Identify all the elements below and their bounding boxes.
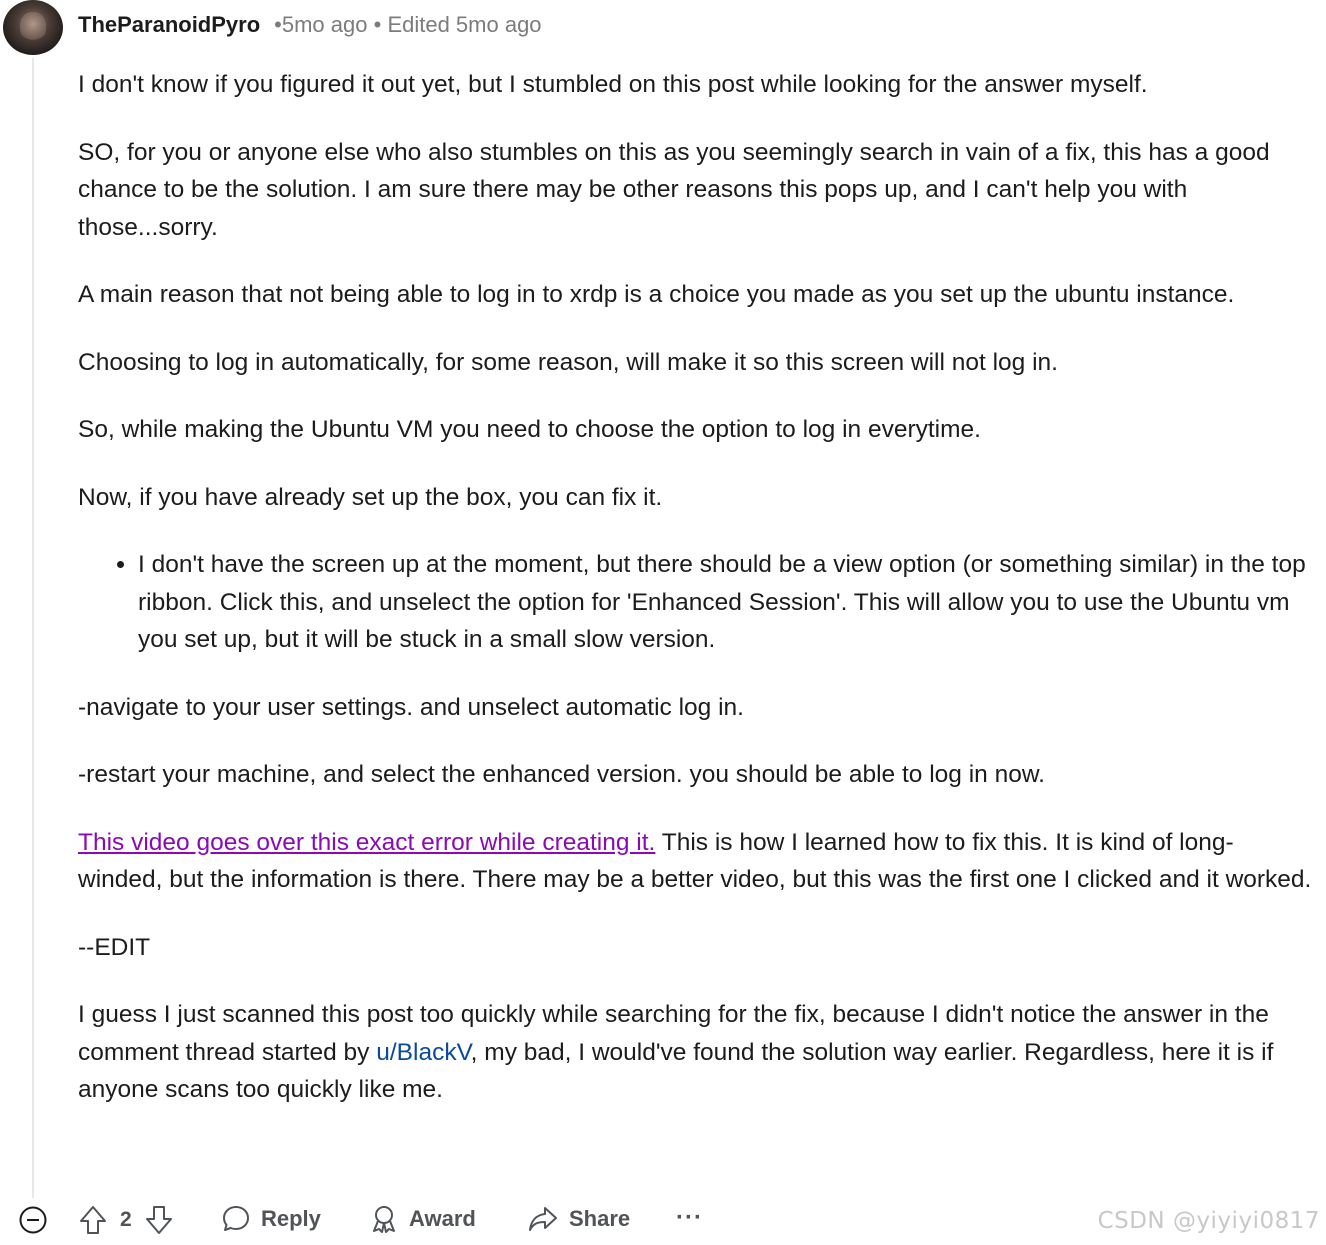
video-link[interactable]: This video goes over this exact error while creating it. [78,828,656,856]
reply-button[interactable] [221,1204,321,1234]
upvote-arrow-icon[interactable] [78,1204,108,1236]
comment-header [78,10,542,40]
paragraph: SO, for you or anyone else who also stumbles on this as you seemingly search in vain of a fix, this has a good chance to be the solution. I am sure there may be other reasons this pops up, and I can't help you with those...sorry. [78,138,1270,241]
award-button[interactable] [369,1204,476,1234]
share-arrow-icon [527,1204,559,1234]
reply-label: Reply [261,1206,321,1231]
share-label: Share [569,1206,631,1231]
more-options-button[interactable]: ··· [676,1204,703,1231]
paragraph: -navigate to your user settings. and unselect automatic log in. [78,693,744,721]
collapse-minus-icon[interactable] [19,1206,47,1234]
comment-body [78,66,1314,1139]
paragraph [78,824,1314,899]
meta-separator [367,12,387,38]
list-item: • I don't have the screen up at the moment, but there should be a view option (or something similar) in the top ribbon. Click this, and unselect the option for 'Enhanced Session'. This will allow you to use the Ubuntu vm you set up, but it will be stuck in a small slow version. [138,546,1314,659]
vote-count: 2 [120,1208,132,1231]
bullet-list [78,546,1314,659]
paragraph: Now, if you have already set up the box, you can fix it. [78,483,663,511]
paragraph: Choosing to log in automatically, for some reason, will make it so this screen will not log in. [78,348,1058,376]
paragraph: A main reason that not being able to log in to xrdp is a choice you made as you set up the ubuntu instance. [78,281,1235,308]
downvote-arrow-icon[interactable] [144,1204,174,1236]
watermark: CSDN @yiyiyi0817 [1097,1208,1320,1234]
paragraph: I don't know if you figured it out yet, but I stumbled on this post while looking for the answer myself. [78,71,1148,98]
thread-line[interactable] [32,58,34,1198]
paragraph [78,996,1314,1109]
award-label: Award [409,1206,476,1231]
speech-bubble-icon [221,1204,251,1234]
paragraph: So, while making the Ubuntu VM you need to choose the option to log in everytime. [78,416,981,443]
avatar-face [20,12,46,42]
paragraph-text: I guess I just scanned this post too quickly while searching for the fix, because I didn't notice the answer in the comment thread started by [78,1001,1269,1066]
meta-separator-dot: • [373,12,382,37]
paragraph-text: , my bad, I would've found the solution way earlier. Regardless, here it is if anyone scans too quickly like me. [78,1038,1274,1103]
edited-time: Edited 5mo ago [387,12,542,37]
vote-controls [78,1204,174,1236]
user-mention-link[interactable]: u/BlackV [376,1038,471,1066]
paragraph-text: This is how I learned how to fix this. It is kind of long-winded, but the information is there. There may be a better video, but this was the first one I clicked and it worked. [78,828,1312,893]
share-button[interactable] [527,1204,630,1234]
avatar[interactable] [3,0,63,55]
paragraph: -restart your machine, and select the enhanced version. you should be able to log in now. [78,761,1045,788]
post-time[interactable]: 5mo ago [281,12,368,37]
edit-marker: --EDIT [78,933,151,961]
award-ribbon-icon [369,1204,399,1234]
author-username[interactable]: TheParanoidPyro [78,12,261,37]
meta-separator: • [274,12,282,37]
